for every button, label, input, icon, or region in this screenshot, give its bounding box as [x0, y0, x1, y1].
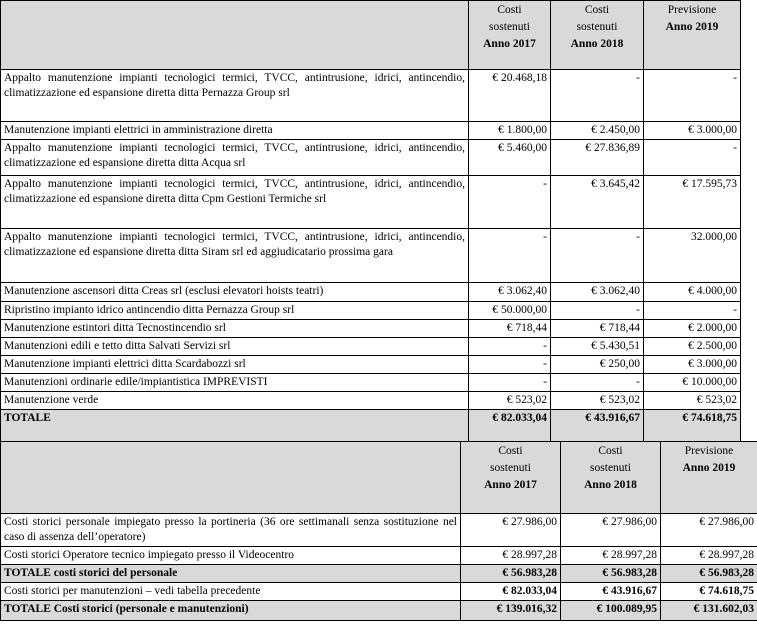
cell-2018: € 718,44 [551, 320, 644, 338]
table-row [1, 70, 741, 122]
row-description: Costi storici per manutenzioni – vedi tabella precedente [1, 583, 461, 601]
cell-2017: - [469, 176, 551, 229]
table-row [1, 392, 741, 410]
total-label: TOTALE costi storici del personale [1, 565, 461, 583]
cell-2019: € 28.997,28 [661, 547, 757, 565]
cell-2018: € 28.997,28 [561, 547, 661, 565]
cell-2019: € 17.595,73 [644, 176, 741, 229]
row-description: Manutenzione impianti elettrici ditta Scardabozzi srl [1, 356, 469, 374]
cell-2018: € 43.916,67 [561, 583, 661, 601]
cell-2019: € 2.500,00 [644, 338, 741, 356]
header-2017 [469, 1, 551, 70]
grand-total-row [1, 601, 757, 621]
cell-2019: - [644, 70, 741, 122]
cell-2018: - [551, 70, 644, 122]
row-description: Appalto manutenzione impianti tecnologici termici, TVCC, antintrusione, idrici, antincendio, climatizzazione ed espansione diretta ditta Cpm Gestioni Termiche srl [1, 176, 469, 229]
table-row [1, 302, 741, 320]
header-label: sostenuti [490, 462, 531, 474]
header-year: Anno 2019 [665, 21, 719, 33]
cell-2017: - [469, 229, 551, 283]
cell-2017: € 27.986,00 [461, 514, 561, 547]
header-year: Anno 2018 [570, 38, 624, 50]
cell-2019: € 74.618,75 [661, 583, 757, 601]
table-header-row [1, 1, 741, 70]
header-2018 [561, 442, 661, 514]
cell-2018: € 27.986,00 [561, 514, 661, 547]
row-description: Costi storici personale impiegato presso la portineria (36 ore settimanali senza sostituzione nel caso di assenza dell’operatore) [1, 514, 461, 547]
cell-2017: - [469, 374, 551, 392]
header-2019 [661, 442, 757, 514]
cell-2017: € 82.033,04 [461, 583, 561, 601]
row-description: Costi storici Operatore tecnico impiegato presso il Videocentro [1, 547, 461, 565]
total-label: TOTALE Costi storici (personale e manutenzioni) [1, 601, 461, 621]
header-label: sostenuti [576, 21, 618, 33]
cell-2018: - [551, 302, 644, 320]
header-label: Previsione [667, 4, 717, 16]
total-personale-row [1, 565, 757, 583]
header-2018 [551, 1, 644, 70]
cell-2018: € 523,02 [551, 392, 644, 410]
header-2017 [461, 442, 561, 514]
cell-2019: € 523,02 [644, 392, 741, 410]
cell-2017: € 20.468,18 [469, 70, 551, 122]
header-label: sostenuti [489, 21, 530, 33]
header-label: Costi [598, 445, 623, 457]
total-2019: € 131.602,03 [661, 601, 757, 621]
total-label: TOTALE [1, 410, 469, 442]
table-row [1, 514, 757, 547]
header-year: Anno 2017 [484, 479, 537, 491]
table-row [1, 547, 757, 565]
header-label: Previsione [684, 445, 734, 457]
table-row [1, 176, 741, 229]
row-description: Manutenzione impianti elettrici in amministrazione diretta [1, 122, 469, 140]
cell-2019: € 27.986,00 [661, 514, 757, 547]
header-label: Costi [498, 445, 523, 457]
total-2018: € 56.983,28 [561, 565, 661, 583]
table-row [1, 122, 741, 140]
cell-2018: € 3.645,42 [551, 176, 644, 229]
table-row [1, 283, 741, 302]
total-2017: € 56.983,28 [461, 565, 561, 583]
total-2017: € 82.033,04 [469, 410, 551, 442]
cell-2017: - [469, 338, 551, 356]
cell-2017: € 28.997,28 [461, 547, 561, 565]
total-2017: € 139.016,32 [461, 601, 561, 621]
header-blank-cell [1, 1, 469, 70]
cell-2019: € 3.000,00 [644, 356, 741, 374]
header-year: Anno 2017 [483, 38, 536, 50]
header-2019 [644, 1, 741, 70]
maintenance-reference-row [1, 583, 757, 601]
table-row [1, 374, 741, 392]
table-row [1, 140, 741, 176]
cell-2018: € 2.450,00 [551, 122, 644, 140]
cell-2019: € 10.000,00 [644, 374, 741, 392]
cell-2019: € 2.000,00 [644, 320, 741, 338]
cell-2017: € 3.062,40 [469, 283, 551, 302]
total-row [1, 410, 741, 442]
cell-2017: - [469, 356, 551, 374]
cell-2018: - [551, 229, 644, 283]
cell-2019: 32.000,00 [644, 229, 741, 283]
row-description: Manutenzioni edili e tetto ditta Salvati Servizi srl [1, 338, 469, 356]
row-description: Manutenzioni ordinarie edile/impiantistica IMPREVISTI [1, 374, 469, 392]
cell-2018: - [551, 374, 644, 392]
cell-2017: € 523,02 [469, 392, 551, 410]
header-blank-cell [1, 442, 461, 514]
row-description: Manutenzione ascensori ditta Creas srl (esclusi elevatori hoists teatri) [1, 283, 469, 302]
cell-2019: - [644, 140, 741, 176]
table-header-row [1, 442, 757, 514]
table-row [1, 356, 741, 374]
cell-2018: € 5.430,51 [551, 338, 644, 356]
cell-2018: € 3.062,40 [551, 283, 644, 302]
row-description: Appalto manutenzione impianti tecnologici termici, TVCC, antintrusione, idrici, antincendio, climatizzazione ed espansione diretta ditta Siram srl ed aggiudicatario prossima gara [1, 229, 469, 283]
header-year: Anno 2018 [584, 479, 637, 491]
total-2018: € 43.916,67 [551, 410, 644, 442]
total-2019: € 74.618,75 [644, 410, 741, 442]
cell-2017: € 50.000,00 [469, 302, 551, 320]
row-description: Appalto manutenzione impianti tecnologici termici, TVCC, antintrusione, idrici, antincendio, climatizzazione ed espansione diretta ditta Acqua srl [1, 140, 469, 176]
row-description: Ripristino impianto idrico antincendio ditta Pernazza Group srl [1, 302, 469, 320]
row-description: Appalto manutenzione impianti tecnologici termici, TVCC, antintrusione, idrici, antincendio, climatizzazione ed espansione diretta ditta Pernazza Group srl [1, 70, 469, 122]
cell-2017: € 718,44 [469, 320, 551, 338]
cell-2018: € 27.836,89 [551, 140, 644, 176]
header-label: Costi [584, 4, 610, 16]
cell-2019: € 4.000,00 [644, 283, 741, 302]
cell-2019: € 3.000,00 [644, 122, 741, 140]
table-row [1, 320, 741, 338]
table-row [1, 338, 741, 356]
row-description: Manutenzione verde [1, 392, 469, 410]
header-label: sostenuti [590, 462, 631, 474]
cell-2017: € 5.460,00 [469, 140, 551, 176]
table-row [1, 229, 741, 283]
historical-costs-table [0, 441, 757, 621]
cell-2017: € 1.800,00 [469, 122, 551, 140]
total-2018: € 100.089,95 [561, 601, 661, 621]
cell-2019: - [644, 302, 741, 320]
header-year: Anno 2019 [682, 462, 736, 474]
header-label: Costi [497, 4, 522, 16]
row-description: Manutenzione estintori ditta Tecnostincendio srl [1, 320, 469, 338]
cell-2018: € 250,00 [551, 356, 644, 374]
total-2019: € 56.983,28 [661, 565, 757, 583]
